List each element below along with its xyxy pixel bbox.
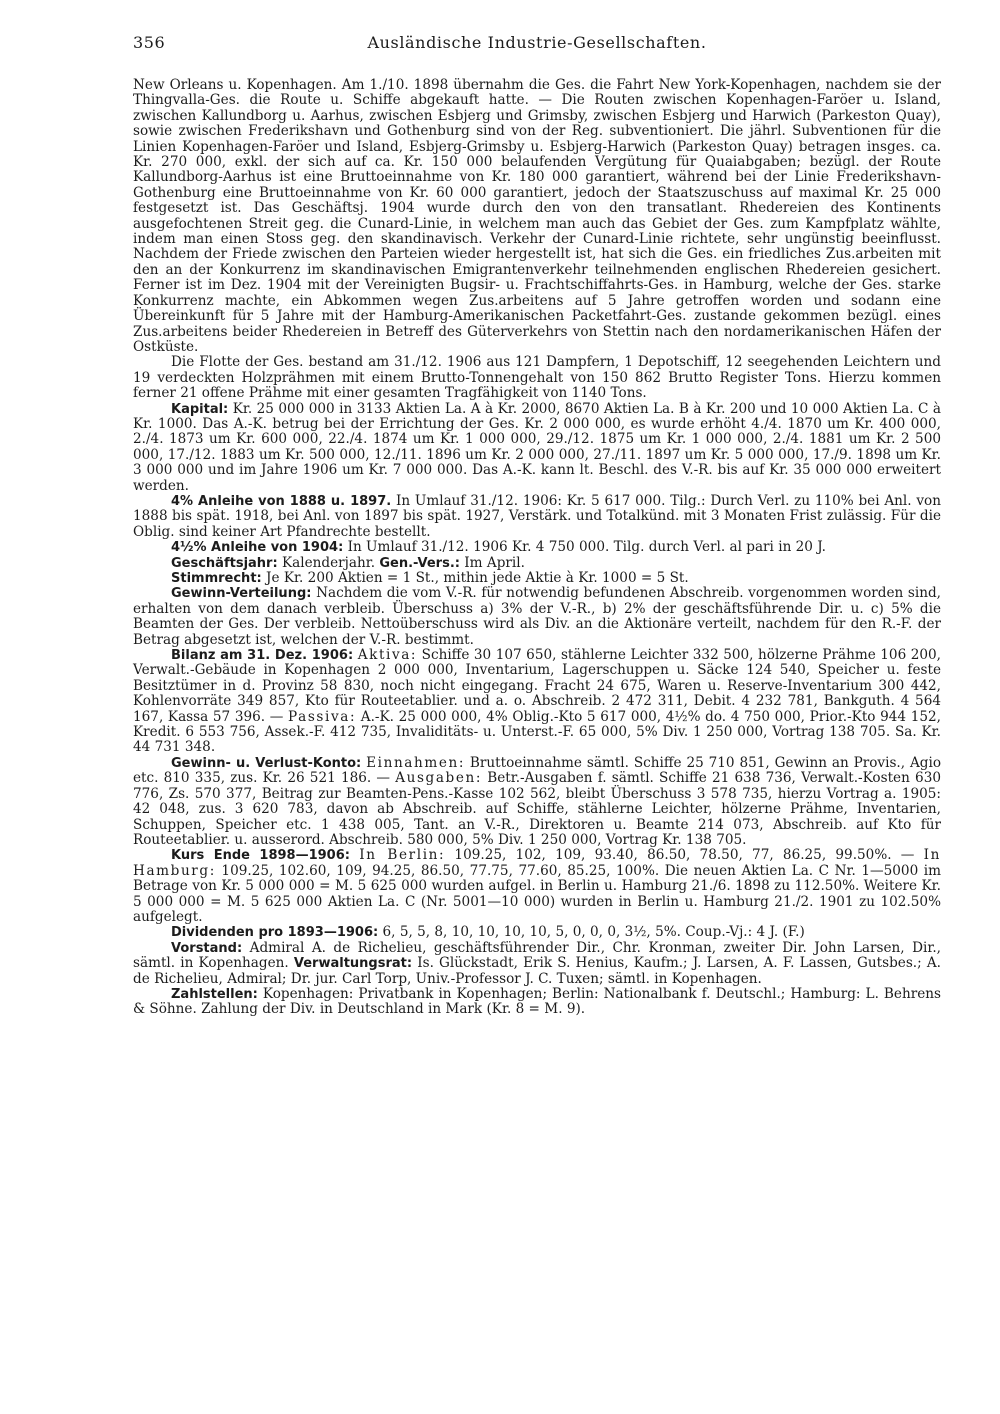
page-body xyxy=(133,78,941,1018)
dividenden-text: 6, 5, 5, 8, 10, 10, 10, 10, 5, 0, 0, 0, 3½, 5%. Coup.-Vj.: 4 J. (F.) xyxy=(378,924,805,941)
gewinn-verteilung-label: Gewinn-Verteilung: xyxy=(171,586,312,602)
vorstand-text: Admiral A. de Richelieu, geschäftsführender Dir., Chr. Kronman, zweiter Dir. John Larsen, Dir., sämtl. in Kopenhagen. xyxy=(133,939,941,972)
aktiva-label: Aktiva: xyxy=(357,647,418,664)
anleihe-1904-label: 4½% Anleihe von 1904: xyxy=(171,540,344,556)
anleihe-1904-section xyxy=(133,540,941,555)
zahlstellen-section xyxy=(133,987,941,1018)
ausgaben-label: Ausgaben: xyxy=(395,770,483,787)
gen-vers-label: Gen.-Vers.: xyxy=(379,555,460,571)
berlin-label: In Berlin: xyxy=(359,847,446,864)
page-header xyxy=(133,33,941,57)
berlin-text: 109.25, 102, 109, 93.40, 86.50, 78.50, 77, 86.25, 99.50%. — xyxy=(445,847,924,864)
kurs-section xyxy=(133,848,941,925)
gewinn-verteilung-text: Nachdem die vom V.-R. für notwendig befundenen Abschreib. vorgenommen worden sind, erhalten von dem danach verbleib. Überschuss a) 3% der V.-R., b) 2% der geschäftsführende Dir. u. c) 5% die Beamten der Ges. Der verbleib. Nettoüberschuss wird als Div. an die Aktionäre verteilt, nachdem für den R.-F. der Betrag abgesetzt ist, welchen der V.-R. bestimmt. xyxy=(133,585,941,648)
anleihe-1888-section xyxy=(133,494,941,540)
geschaeftsjahr-label: Geschäftsjahr: xyxy=(171,555,278,571)
zahlstellen-label: Zahlstellen: xyxy=(171,986,258,1002)
bilanz-section xyxy=(133,648,941,756)
ausgaben-text: Betr.-Ausgaben f. sämtl. Schiffe 21 638 736, Verwalt.-Kosten 630 776, Zs. 570 377, Beitrag zur Beamten-Pens.-Kasse 102 562, bleibt Überschuss 3 578 735, hierzu Vortrag a. 1905: 42 048, zus. 3 620 783, davon ab Abschreib. auf Schiffe, stählerne Leichter, hölzerne Prähme, Inventarien, Schuppen, Speicher etc. 1 438 005, Tant. an V.-R., Direktoren u. Beamte 214 073, Abschreib. auf Kto für Routeetablier. u. ausserord. Abschreib. 580 000, 5% Div. 1 250 000, Vortrag Kr. 138 705. xyxy=(133,770,941,848)
gen-vers-text: Im April. xyxy=(459,554,525,571)
gv-konto-label: Gewinn- u. Verlust-Konto: xyxy=(171,755,362,771)
anleihe-1888-label: 4% Anleihe von 1888 u. 1897. xyxy=(171,493,392,509)
kapital-label: Kapital: xyxy=(171,401,229,417)
gewinn-verteilung-section xyxy=(133,586,941,648)
dividenden-label: Dividenden pro 1893—1906: xyxy=(171,925,379,941)
zahlstellen-text: Kopenhagen: Privatbank in Kopenhagen; Berlin: Nationalbank f. Deutschl.; Hamburg: L. Behrens & Söhne. Zahlung der Div. in Deutschland in Mark (Kr. 8 = M. 9). xyxy=(133,985,941,1018)
vorstand-label: Vorstand: xyxy=(171,940,243,956)
vorstand-section xyxy=(133,941,941,987)
stimmrecht-text: Je Kr. 200 Aktien = 1 St., mithin jede Aktie à Kr. 1000 = 5 St. xyxy=(261,570,689,586)
gv-konto-section xyxy=(133,756,941,848)
hamburg-label: In Hamburg: xyxy=(133,847,941,879)
passiva-label: Passiva: xyxy=(288,708,357,725)
bilanz-label: Bilanz am 31. Dez. 1906: xyxy=(171,648,354,664)
stimmrecht-label: Stimmrecht: xyxy=(171,571,262,586)
dividenden-section xyxy=(133,925,941,940)
anleihe-1904-text: In Umlauf 31./12. 1906 Kr. 4 750 000. Tilg. durch Verl. al pari in 20 J. xyxy=(343,539,826,556)
page-number: 356 xyxy=(133,33,166,52)
geschaeftsjahr-text: Kalenderjahr. xyxy=(277,554,380,571)
kapital-section xyxy=(133,402,941,494)
intro-paragraph: New Orleans u. Kopenhagen. Am 1./10. 1898 übernahm die Ges. die Fahrt New York-Kopenhagen, nachdem sie der Thingvalla-Ges. die Route u. Schiffe abgekauft hatte. — Die Routen zwischen Kopenhagen-Faröer u. Island, zwischen Kallundborg u. Aarhus, zwischen Esbjerg und Grimsby, zwischen Esbjerg und Harwich (Parkeston Quay), sowie zwischen Frederikshavn und Gothenburg sind von der Reg. subventioniert. Die jährl. Subventionen für die Linien Kopenhagen-Faröer und Island, Esbjerg-Grimsby u. Esbjerg-Harwich (Parkeston Quay) betragen insges. ca. Kr. 270 000, exkl. der sich auf ca. Kr. 150 000 belaufenden Vergütung für Quaiabgaben; bezügl. der Route Kallundborg-Aarhus ist eine Bruttoeinnahme von Kr. 180 000 garantiert, während bei der Linie Frederikshavn-Gothenburg eine Bruttoeinnahme von Kr. 60 000 garantiert, jedoch der Staatszuschuss auf maximal Kr. 25 000 festgesetzt ist. Das Geschäftsj. 1904 wurde durch den von den transatlant. Rhedereien des Kontinents ausgefochtenen Streit geg. die Cunard-Linie, in welchem man auch das Gebiet der Ges. zum Kampfplatz wählte, indem man einen Stoss geg. den skandinavisch. Verkehr der Cunard-Linie richtete, sehr ungünstig beeinflusst. Nachdem der Friede zwischen den Parteien wieder hergestellt ist, hat sich die Ges. ein friedliches Zus.arbeiten mit den an der Konkurrenz im skandinavischen Emigrantenverkehr teilnehmenden englischen Rhedereien gesichert. Ferner ist im Dez. 1904 mit der Vereinigten Bugsir- u. Frachtschiffahrts-Ges. in Hamburg, welche der Ges. starke Konkurrenz machte, ein Abkommen wegen Zus.arbeitens auf 5 Jahre getroffen worden und sodann eine Übereinkunft für 5 Jahre mit der Hamburg-Amerikanischen Packetfahrt-Ges. zustande gekommen bezügl. eines Zus.arbeitens beider Rhedereien in Betreff des Güterverkehrs von Stettin nach den nordamerikanischen Häfen der Ostküste. xyxy=(133,77,941,355)
geschaeftsjahr-section xyxy=(133,556,941,571)
running-title: Ausländische Industrie-Gesellschaften. xyxy=(367,33,707,52)
verwaltungsrat-label: Verwaltungsrat: xyxy=(293,956,413,972)
stimmrecht-section xyxy=(133,571,941,586)
einnahmen-label: Einnahmen: xyxy=(366,754,466,771)
passiva-text: A.-K. 25 000 000, 4% Oblig.-Kto 5 617 000, 4½% do. 4 750 000, Prior.-Kto 944 152, Kredit. 6 553 756, Assek.-F. 412 735, Invaliditäts- u. Unterst.-F. 65 000, 5% Div. 1 250 000, Vortrag 138 705. Sa. Kr. 44 731 348. xyxy=(133,708,941,756)
flotte-paragraph: Die Flotte der Ges. bestand am 31./12. 1906 aus 121 Dampfern, 1 Depotschiff, 12 seegehenden Leichtern und 19 verdeckten Holzprähmen mit einem Brutto-Tonnengehalt von 150 862 Brutto Register Tons. Hierzu kommen ferner 21 offene Prähme mit einer gesamten Tragfähigkeit von 1140 Tons. xyxy=(133,354,941,402)
aktiva-text: Schiffe 30 107 650, stählerne Leichter 332 500, hölzerne Prähme 106 200, Verwalt.-Gebäude in Kopenhagen 2 000 000, Inventarium, Lagerschuppen u. Säcke 124 540, Speicher u. feste Besitztümer in d. Provinz 58 830, noch nicht eingegang. Fracht 24 675, Waren u. Reserve-Inventarium 300 442, Kohlenvorräte 349 857, Kto für Routeetablier. und a. o. Abschreib. 2 472 311, Debit. 4 232 781, Bankguth. 4 564 167, Kassa 57 396. — xyxy=(133,647,942,725)
kapital-text: Kr. 25 000 000 in 3133 Aktien La. A à Kr. 2000, 8670 Aktien La. B à Kr. 200 und 10 000 Aktien La. C à Kr. 1000. Das A.-K. betrug bei der Errichtung der Ges. Kr. 2 000 000, es wurde erhöht 4./4. 1870 um Kr. 400 000, 2./4. 1873 um Kr. 600 000, 22./4. 1874 um Kr. 1 000 000, 29./12. 1875 um Kr. 1 000 000, 2./4. 1881 um Kr. 2 500 000, 17./12. 1883 um Kr. 500 000, 12./11. 1896 um Kr. 2 000 000, 27./11. 1897 um Kr. 5 000 000, 17./9. 1898 um Kr. 3 000 000 und im Jahre 1906 um Kr. 7 000 000. Das A.-K. kann lt. Beschl. des V.-R. bis auf Kr. 35 000 000 erweitert werden. xyxy=(133,400,941,494)
einnahmen-text: Bruttoeinnahme sämtl. Schiffe 25 710 851, Gewinn an Provis., Agio etc. 810 335, zus. Kr. 26 521 186. — xyxy=(133,754,941,787)
verwaltungsrat-text: Is. Glückstadt, Erik S. Henius, Kaufm.; J. Larsen, A. F. Lassen, Gutsbes.; A. de Richelieu, Admiral; Dr. jur. Carl Torp, Univ.-Professor J. C. Tuxen; sämtl. in Kopenhagen. xyxy=(133,955,942,987)
anleihe-1888-text: In Umlauf 31./12. 1906: Kr. 5 617 000. Tilg.: Durch Verl. zu 110% bei Anl. von 1888 bis spät. 1918, bei Anl. von 1897 bis spät. 1927, Verstärk. und Totalkünd. mit 3 Monaten Frist zulässig. Für die Oblig. sind keiner Art Pfandrechte bestellt. xyxy=(133,492,941,540)
kurs-label: Kurs Ende 1898—1906: xyxy=(171,848,350,864)
hamburg-text: 109.25, 102.60, 109, 94.25, 86.50, 77.75, 77.60, 85.25, 100%. Die neuen Aktien La. C Nr. 1—5000 im Betrage von Kr. 5 000 000 = M. 5 625 000 wurden aufgel. in Berlin u. Hamburg 21./6. 1898 zu 112.50%. Weitere Kr. 5 000 000 = M. 5 625 000 Aktien La. C (Nr. 5001—10 000) wurden in Berlin u. Hamburg 21./2. 1901 zu 102.50% aufgelegt. xyxy=(133,862,941,925)
